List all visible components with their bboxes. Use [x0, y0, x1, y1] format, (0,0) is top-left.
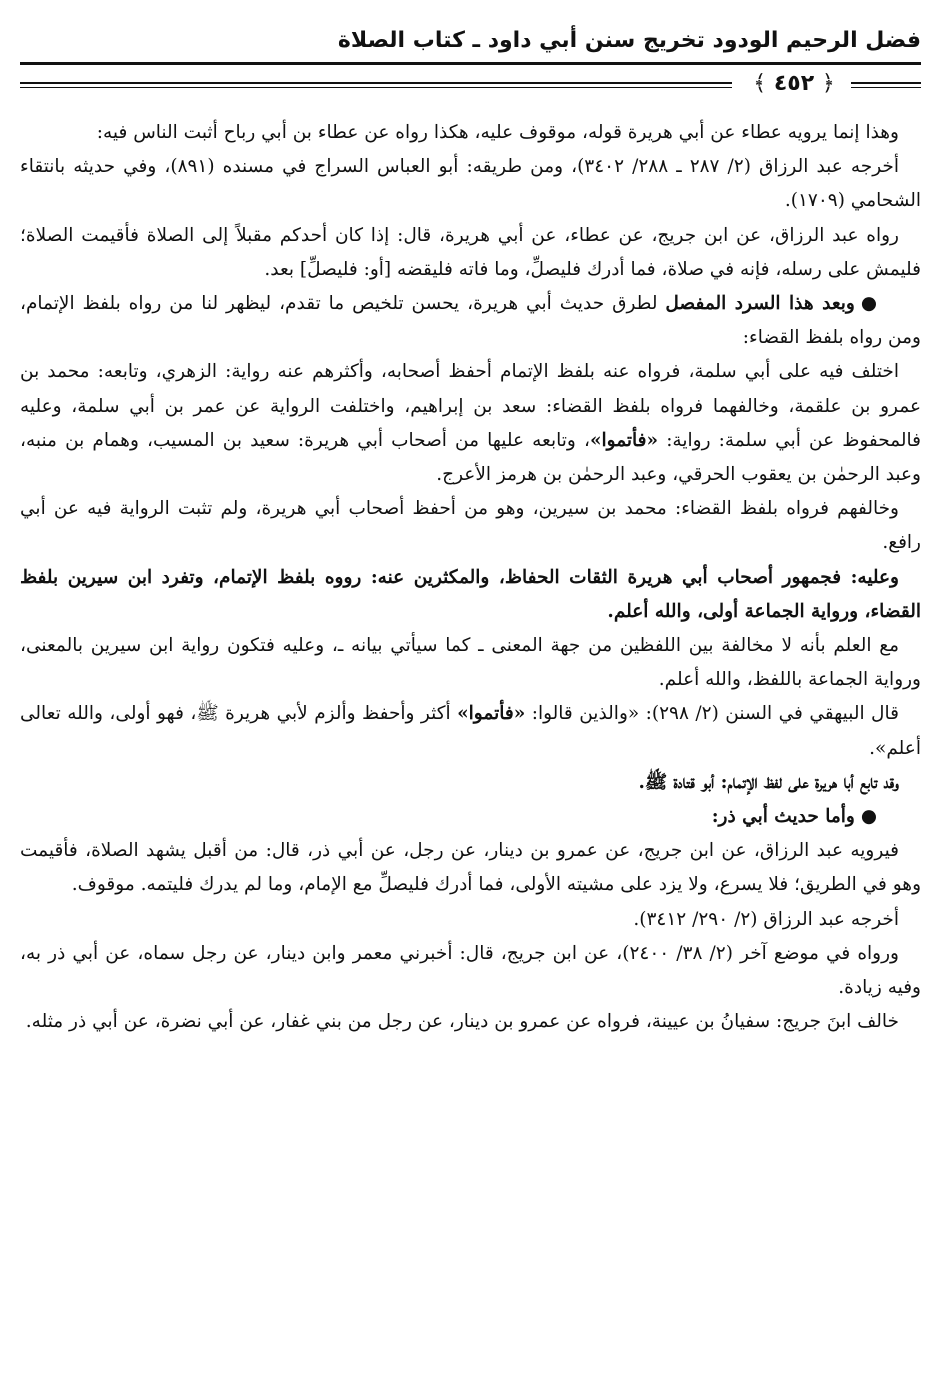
- text-run: رواه عبد الرزاق، عن ابن جريج، عن عطاء، عن أبي هريرة، قال: إذا كان أحدكم مقبلاً إلى الصلاة فأقيمت الصلاة؛ فليمش على رسله، فإنه في صلاة، فما أدرك فليصلِّ، وما فاته فليقضه [أو: فليصلِّ] بعد.: [20, 224, 921, 280]
- text-run: لطرق حديث أبي هريرة، يحسن تلخيص ما تقدم، ليظهر لنا من رواه بلفظ الإتمام، ومن رواه بلفظ القضاء:: [20, 293, 921, 349]
- paragraph: [20, 697, 921, 765]
- ornament-rule-left-thin: [20, 87, 732, 88]
- page-number: [739, 70, 849, 98]
- paragraph: [20, 355, 921, 492]
- bold-text: وقد تابع أبا هريرة على لفظ الإتمام: أبو قتادة ﷺ.: [638, 771, 899, 793]
- text-run: خالف ابنَ جريج: سفيانُ بن عيينة، فرواه عن عمرو بن دينار، عن رجل من بني غفار، عن أبي نضرة، عن أبي ذر مثله.: [25, 1011, 899, 1033]
- text-run: ورواه في موضع آخر (٢/ ٣٨/ ٢٤٠٠)، عن ابن جريج، قال: أخبرني معمر وابن دينار، عن رجل سماه، عن أبي ذر به، وفيه زيادة.: [20, 942, 921, 999]
- body-text: [20, 116, 921, 1039]
- text-run: ، وتابعه عليها من أصحاب أبي هريرة: سعيد بن المسيب، وهمام بن منبه، وعبد الرحمٰن بن يعقوب الحرقي، وعبد الرحمٰن بن هرمز الأعرج.: [20, 429, 921, 486]
- bullet-icon: ●: [860, 806, 877, 828]
- paragraph: [20, 150, 921, 218]
- page-number-value: ٤٥٢: [773, 71, 815, 96]
- bold-text: «فأتموا»: [457, 703, 526, 725]
- paragraph: [20, 561, 921, 629]
- text-run: وخالفهم فرواه بلفظ القضاء: محمد بن سيرين، وهو من أحفظ أصحاب أبي هريرة، ولم تثبت الرواية فيه عن أبي رافع.: [20, 498, 921, 554]
- ornament-rule-right: [851, 82, 921, 84]
- page-number-bracket-left: ﴾: [753, 71, 767, 96]
- paragraph: [20, 629, 921, 697]
- paragraph: [20, 937, 921, 1005]
- text-run: اختلف فيه على أبي سلمة، فرواه عنه بلفظ الإتمام أحفظ أصحابه، وأكثرهم عنه رواية: الزهري، وتابعه: محمد بن عمرو بن علقمة، وخالفهما فرواه بلفظ القضاء: سعد بن إبراهيم، واختلفت الرواية عن عمر بن أبي سلمة، وعليه فالمحفوظ عن أبي سلمة: رواية:: [20, 361, 921, 451]
- text-run: مع العلم بأنه لا مخالفة بين اللفظين من جهة المعنى ـ كما سيأتي بيانه ـ، وعليه فتكون رواية ابن سيرين بالمعنى، ورواية الجماعة باللفظ، والله أعلم.: [20, 635, 921, 691]
- paragraph: [20, 903, 921, 937]
- bold-text: وأما حديث أبي ذر:: [711, 806, 855, 828]
- text-run: فيرويه عبد الرزاق، عن ابن جريج، عن عمرو بن دينار، عن رجل، عن أبي ذر، قال: من أقبل يشهد الصلاة، فأقيمت وهو في الطريق؛ فلا يسرع، ولا يزد على مشيته الأولى، فما أدرك فليصلِّ مع الإمام، وما لم يدرك فليتمه. موقوف.: [20, 840, 921, 896]
- book-page: [20, 24, 921, 1374]
- bullet-icon: ●: [860, 293, 877, 315]
- paragraph: [20, 116, 921, 150]
- page-number-bracket-right: ﴿: [821, 71, 835, 96]
- ornament-rule-left: [20, 82, 732, 84]
- paragraph: [20, 834, 921, 902]
- text-run: أخرجه عبد الرزاق (٢/ ٢٩٠/ ٣٤١٢).: [633, 908, 899, 930]
- page-header: [20, 24, 921, 100]
- ornament-rule-right-thin: [851, 87, 921, 88]
- bold-text: وعليه: فجمهور أصحاب أبي هريرة الثقات الحفاظ، والمكثرين عنه: رووه بلفظ الإتمام، وتفرد ابن سيرين بلفظ القضاء، ورواية الجماعة أولى، والله أعلم.: [20, 566, 921, 622]
- text-run: أكثر وأحفظ وألزم لأبي هريرة ﷺ، فهو أولى، والله تعالى أعلم».: [20, 703, 921, 759]
- page-number-row: [20, 70, 921, 98]
- header-rule: [20, 62, 921, 65]
- paragraph: [20, 766, 921, 800]
- paragraph: [20, 800, 921, 834]
- text-run: قال البيهقي في السنن (٢/ ٢٩٨): «والذين قالوا:: [525, 703, 899, 725]
- paragraph: [20, 219, 921, 287]
- running-title: فضل الرحيم الودود تخريج سنن أبي داود ـ كتاب الصلاة: [337, 28, 921, 53]
- text-run: وهذا إنما يرويه عطاء عن أبي هريرة قوله، موقوف عليه، هكذا رواه عن عطاء بن أبي رباح أثبت الناس فيه:: [96, 122, 899, 143]
- bold-text: وبعد هذا السرد المفصل: [665, 293, 855, 315]
- bold-text: «فأتموا»: [589, 429, 659, 451]
- paragraph: [20, 287, 921, 355]
- text-run: أخرجه عبد الرزاق (٢/ ٢٨٧ ـ ٢٨٨/ ٣٤٠٢)، ومن طريقه: أبو العباس السراج في مسنده (٨٩١)، وفي حديثه بانتقاء الشحامي (١٧٠٩).: [20, 156, 921, 212]
- paragraph: [20, 1005, 921, 1039]
- paragraph: [20, 492, 921, 560]
